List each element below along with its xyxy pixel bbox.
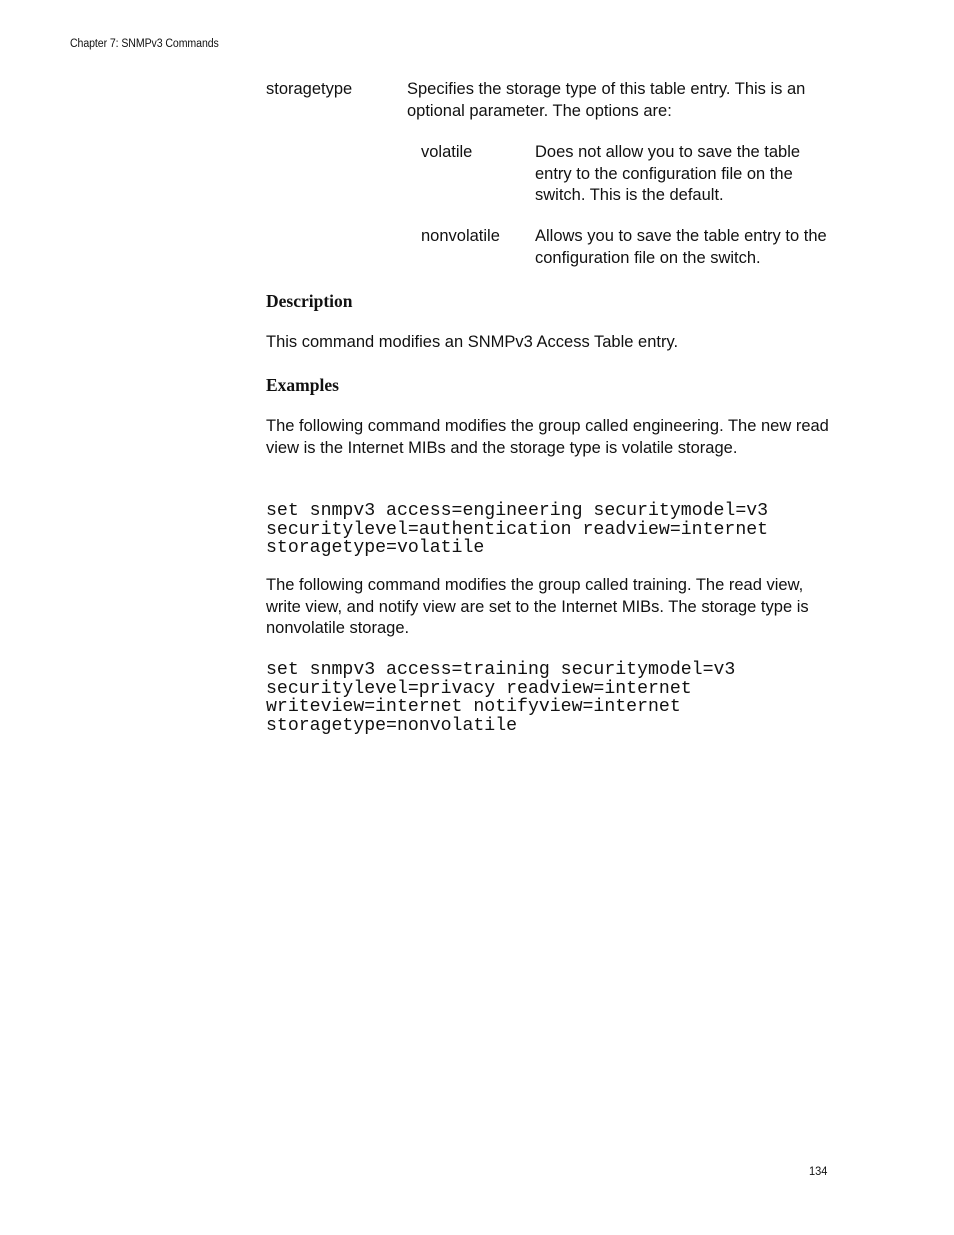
- code-line: set snmpv3 access=engineering securitymodel=v3: [266, 501, 769, 521]
- option-name-volatile: volatile: [421, 143, 473, 161]
- description-text: This command modifies an SNMPv3 Access Table entry.: [266, 333, 679, 351]
- code-line: storagetype=nonvolatile: [266, 715, 518, 736]
- description-heading: Description: [266, 291, 353, 311]
- code-line: storagetype=volatile: [266, 538, 485, 559]
- example1-code-block: [266, 502, 768, 558]
- parameter-description: Specifies the storage type of this table entry. This is an optional parameter. The options are:: [407, 80, 806, 120]
- example1-text: The following command modifies the group called engineering. The new read view is the Internet MIBs and the storage type is volatile storage.: [266, 417, 829, 457]
- option-description-volatile: Does not allow you to save the table entry to the configuration file on the switch. This is the default.: [535, 143, 801, 204]
- code-line: writeview=internet notifyview=internet: [266, 697, 681, 718]
- example2-code-block: [266, 661, 735, 735]
- example2-text: The following command modifies the group called training. The read view, write view, and notify view are set to the Internet MIBs. The storage type is nonvolatile storage.: [266, 576, 809, 637]
- code-line: securitylevel=authentication readview=internet: [266, 519, 769, 540]
- running-header: Chapter 7: SNMPv3 Commands: [70, 38, 219, 50]
- examples-heading: Examples: [266, 375, 339, 395]
- page-number: 134: [809, 1164, 828, 1178]
- option-description-nonvolatile: Allows you to save the table entry to the configuration file on the switch.: [535, 227, 827, 267]
- parameter-name: storagetype: [266, 80, 353, 98]
- code-line: set snmpv3 access=training securitymodel=v3: [266, 660, 736, 680]
- option-name-nonvolatile: nonvolatile: [421, 227, 500, 245]
- code-line: securitylevel=privacy readview=internet: [266, 678, 692, 699]
